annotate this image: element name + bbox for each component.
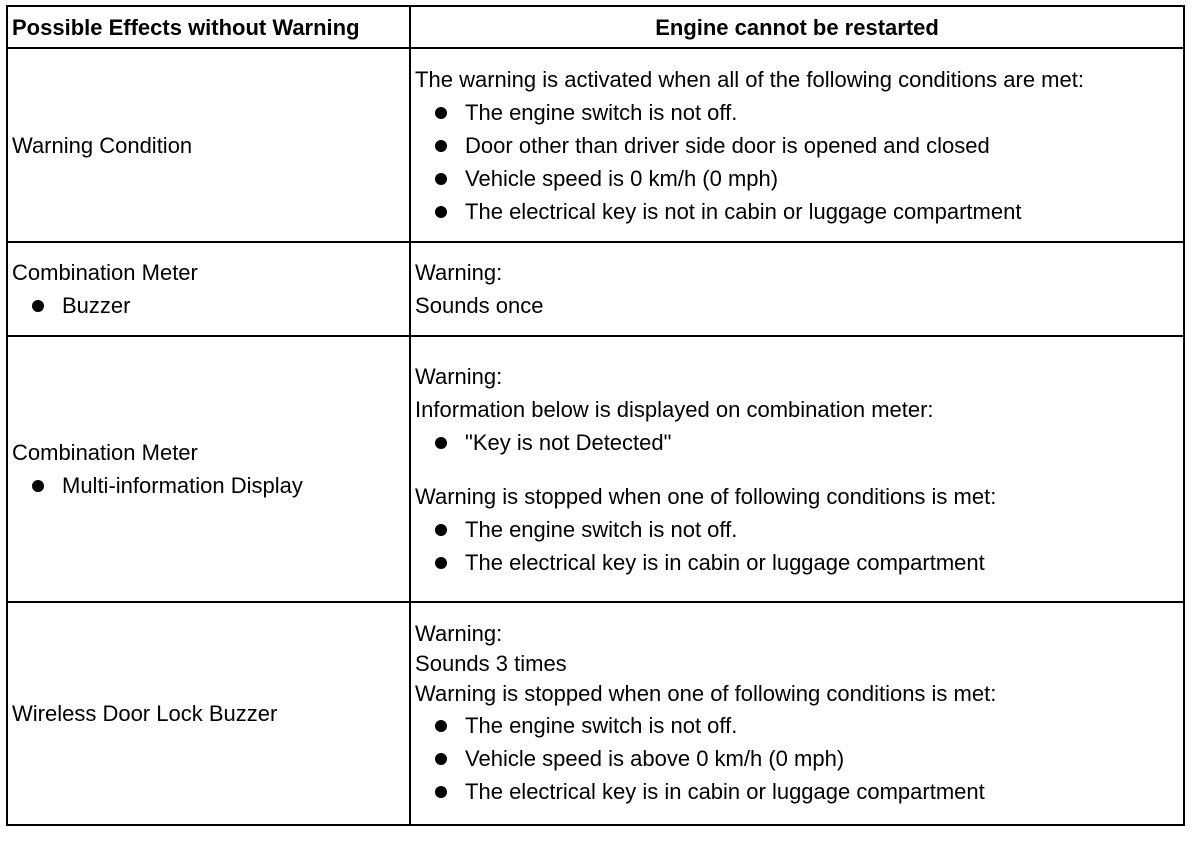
table-row [7,336,1184,602]
row-label-cell [7,602,410,825]
row-label-wireless-door-lock-buzzer: Wireless Door Lock Buzzer [12,701,278,726]
row-label-cell [7,242,410,336]
table-header-row [7,6,1184,48]
row-content-cell [410,602,1184,825]
condition-intro-text: The warning is activated when all of the following conditions are met: [415,66,1084,92]
warning-effects-table [6,5,1185,826]
list-item: "Key is not Detected" [415,426,1179,459]
table-row [7,242,1184,336]
list-item: Door other than driver side door is opened and closed [415,129,1179,162]
condition-list [415,96,1179,228]
header-engine-cannot-restart: Engine cannot be restarted [410,6,1184,48]
row-label-combination-meter: Combination Meter [12,440,198,465]
list-item: The engine switch is not off. [415,513,1179,546]
table-row [7,48,1184,242]
warning-detail: Information below is displayed on combination meter: [415,396,934,422]
list-item: The engine switch is not off. [415,709,1179,742]
warning-label: Warning: [415,260,503,285]
meter-part-list [12,469,405,502]
stop-condition-list [415,709,1179,808]
list-item: The electrical key is in cabin or luggage compartment [415,775,1179,808]
row-label-warning-condition: Warning Condition [12,132,193,158]
stop-condition-list [415,513,1179,579]
warning-label: Warning: [415,363,503,389]
stop-condition-intro: Warning is stopped when one of following conditions is met: [415,483,997,509]
warning-detail: Sounds 3 times [415,651,567,676]
list-item: Multi-information Display [12,469,405,502]
stop-condition-intro: Warning is stopped when one of following conditions is met: [415,681,997,706]
list-item: The engine switch is not off. [415,96,1179,129]
list-item: Vehicle speed is above 0 km/h (0 mph) [415,742,1179,775]
warning-detail: Sounds once [415,293,544,318]
warning-label: Warning: [415,621,503,646]
row-content-cell [410,242,1184,336]
row-content-cell [410,48,1184,242]
header-possible-effects: Possible Effects without Warning [7,6,410,48]
row-label-cell [7,336,410,602]
row-label-cell [7,48,410,242]
row-content-cell [410,336,1184,602]
meter-part-list [12,289,405,322]
list-item: The electrical key is in cabin or luggage compartment [415,546,1179,579]
list-item: Buzzer [12,289,405,322]
list-item: Vehicle speed is 0 km/h (0 mph) [415,162,1179,195]
list-item: The electrical key is not in cabin or luggage compartment [415,195,1179,228]
display-message-list [415,426,1179,459]
table-row [7,602,1184,825]
row-label-combination-meter: Combination Meter [12,260,198,285]
